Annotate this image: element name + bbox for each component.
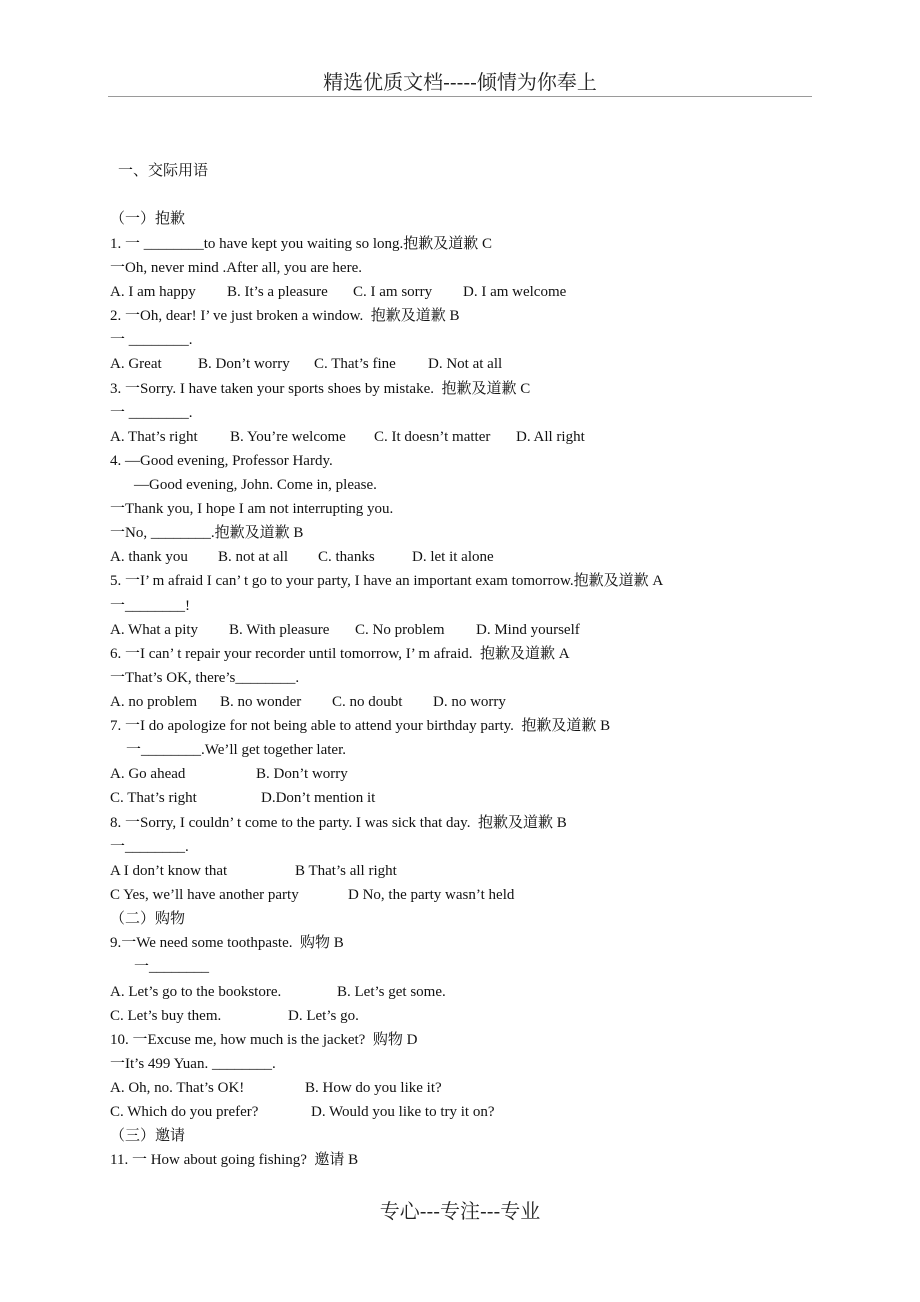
question-6: 6. 一I can’ t repair your recorder until tomorrow, I’ m afraid. 抱歉及道歉 A <box>110 646 570 662</box>
question-1: 1. 一 ________to have kept you waiting so long.抱歉及道歉 C <box>110 236 493 252</box>
q5-option-a: A. What a pity <box>110 622 199 638</box>
page-header: 精选优质文档-----倾情为你奉上 <box>323 70 597 94</box>
subsection-shopping: （二）购物 <box>110 911 186 927</box>
q9-option-d: D. Let’s go. <box>288 1008 359 1024</box>
q6-option-c: C. no doubt <box>332 694 403 710</box>
question-4: 4. —Good evening, Professor Hardy. <box>110 453 333 469</box>
question-2: 2. 一Oh, dear! I’ ve just broken a window. 抱歉及道歉 B <box>110 308 460 324</box>
q2-option-c: C. That’s fine <box>314 356 396 372</box>
question-3: 3. 一Sorry. I have taken your sports shoes by mistake. 抱歉及道歉 C <box>110 381 531 397</box>
subsection-invitation: （三）邀请 <box>110 1128 186 1144</box>
question-7-reply: 一________.We’ll get together later. <box>126 742 346 758</box>
q10-option-b: B. How do you like it? <box>305 1080 442 1096</box>
q7-option-d: D.Don’t mention it <box>261 790 376 806</box>
question-10: 10. 一Excuse me, how much is the jacket? 购物 D <box>110 1032 418 1048</box>
header-rule <box>108 96 812 97</box>
q1-option-d: D. I am welcome <box>463 284 567 300</box>
question-4-line-4: 一No, ________.抱歉及道歉 B <box>110 525 304 541</box>
section-title: 一、交际用语 <box>118 163 209 179</box>
question-9-reply: 一________ <box>134 959 210 975</box>
q2-option-a: A. Great <box>110 356 162 372</box>
q8-option-a: A I don’t know that <box>110 863 228 879</box>
question-6-reply: 一That’s OK, there’s________. <box>110 670 300 686</box>
q9-option-b: B. Let’s get some. <box>337 984 446 1000</box>
q10-option-d: D. Would you like to try it on? <box>311 1104 495 1120</box>
q1-option-c: C. I am sorry <box>353 284 433 300</box>
q9-option-a: A. Let’s go to the bookstore. <box>110 984 282 1000</box>
q9-option-c: C. Let’s buy them. <box>110 1008 222 1024</box>
q1-option-a: A. I am happy <box>110 284 196 300</box>
question-11: 11. 一 How about going fishing? 邀请 B <box>110 1152 359 1168</box>
question-5: 5. 一I’ m afraid I can’ t go to your party, I have an important exam tomorrow.抱歉及道歉 A <box>110 573 664 589</box>
q4-option-d: D. let it alone <box>412 549 494 565</box>
q5-option-c: C. No problem <box>355 622 445 638</box>
question-9: 9.一We need some toothpaste. 购物 B <box>110 935 344 951</box>
question-7: 7. 一I do apologize for not being able to attend your birthday party. 抱歉及道歉 B <box>110 718 611 734</box>
q8-option-c: C Yes, we’ll have another party <box>110 887 299 903</box>
q3-option-c: C. It doesn’t matter <box>374 429 491 445</box>
q5-option-b: B. With pleasure <box>229 622 330 638</box>
question-5-reply: 一________! <box>110 598 190 614</box>
question-8-reply: 一________. <box>110 839 189 855</box>
q6-option-d: D. no worry <box>433 694 506 710</box>
q5-option-d: D. Mind yourself <box>476 622 580 638</box>
question-3-reply: 一 ________. <box>110 405 193 421</box>
q3-option-d: D. All right <box>516 429 585 445</box>
q4-option-c: C. thanks <box>318 549 375 565</box>
q4-option-b: B. not at all <box>218 549 288 565</box>
question-4-line-2: —Good evening, John. Come in, please. <box>134 477 377 493</box>
subsection-apology: （一）抱歉 <box>110 211 186 227</box>
q4-option-a: A. thank you <box>110 549 188 565</box>
q2-option-d: D. Not at all <box>428 356 503 372</box>
question-4-line-3: 一Thank you, I hope I am not interrupting you. <box>110 501 394 517</box>
question-2-reply: 一 ________. <box>110 332 193 348</box>
question-8: 8. 一Sorry, I couldn’ t come to the party. I was sick that day. 抱歉及道歉 B <box>110 815 567 831</box>
question-10-reply: 一It’s 499 Yuan. ________. <box>110 1056 276 1072</box>
q7-option-a: A. Go ahead <box>110 766 186 782</box>
q2-option-b: B. Don’t worry <box>198 356 290 372</box>
q10-option-a: A. Oh, no. That’s OK! <box>110 1080 245 1096</box>
q8-option-d: D No, the party wasn’t held <box>348 887 515 903</box>
q7-option-c: C. That’s right <box>110 790 197 806</box>
q3-option-b: B. You’re welcome <box>230 429 346 445</box>
q3-option-a: A. That’s right <box>110 429 198 445</box>
q6-option-b: B. no wonder <box>220 694 302 710</box>
question-1-reply: 一Oh, never mind .After all, you are here. <box>110 260 362 276</box>
page-footer: 专心---专注---专业 <box>379 1199 541 1223</box>
q7-option-b: B. Don’t worry <box>256 766 348 782</box>
q10-option-c: C. Which do you prefer? <box>110 1104 259 1120</box>
q8-option-b: B That’s all right <box>295 863 397 879</box>
q6-option-a: A. no problem <box>110 694 198 710</box>
q1-option-b: B. It’s a pleasure <box>227 284 328 300</box>
